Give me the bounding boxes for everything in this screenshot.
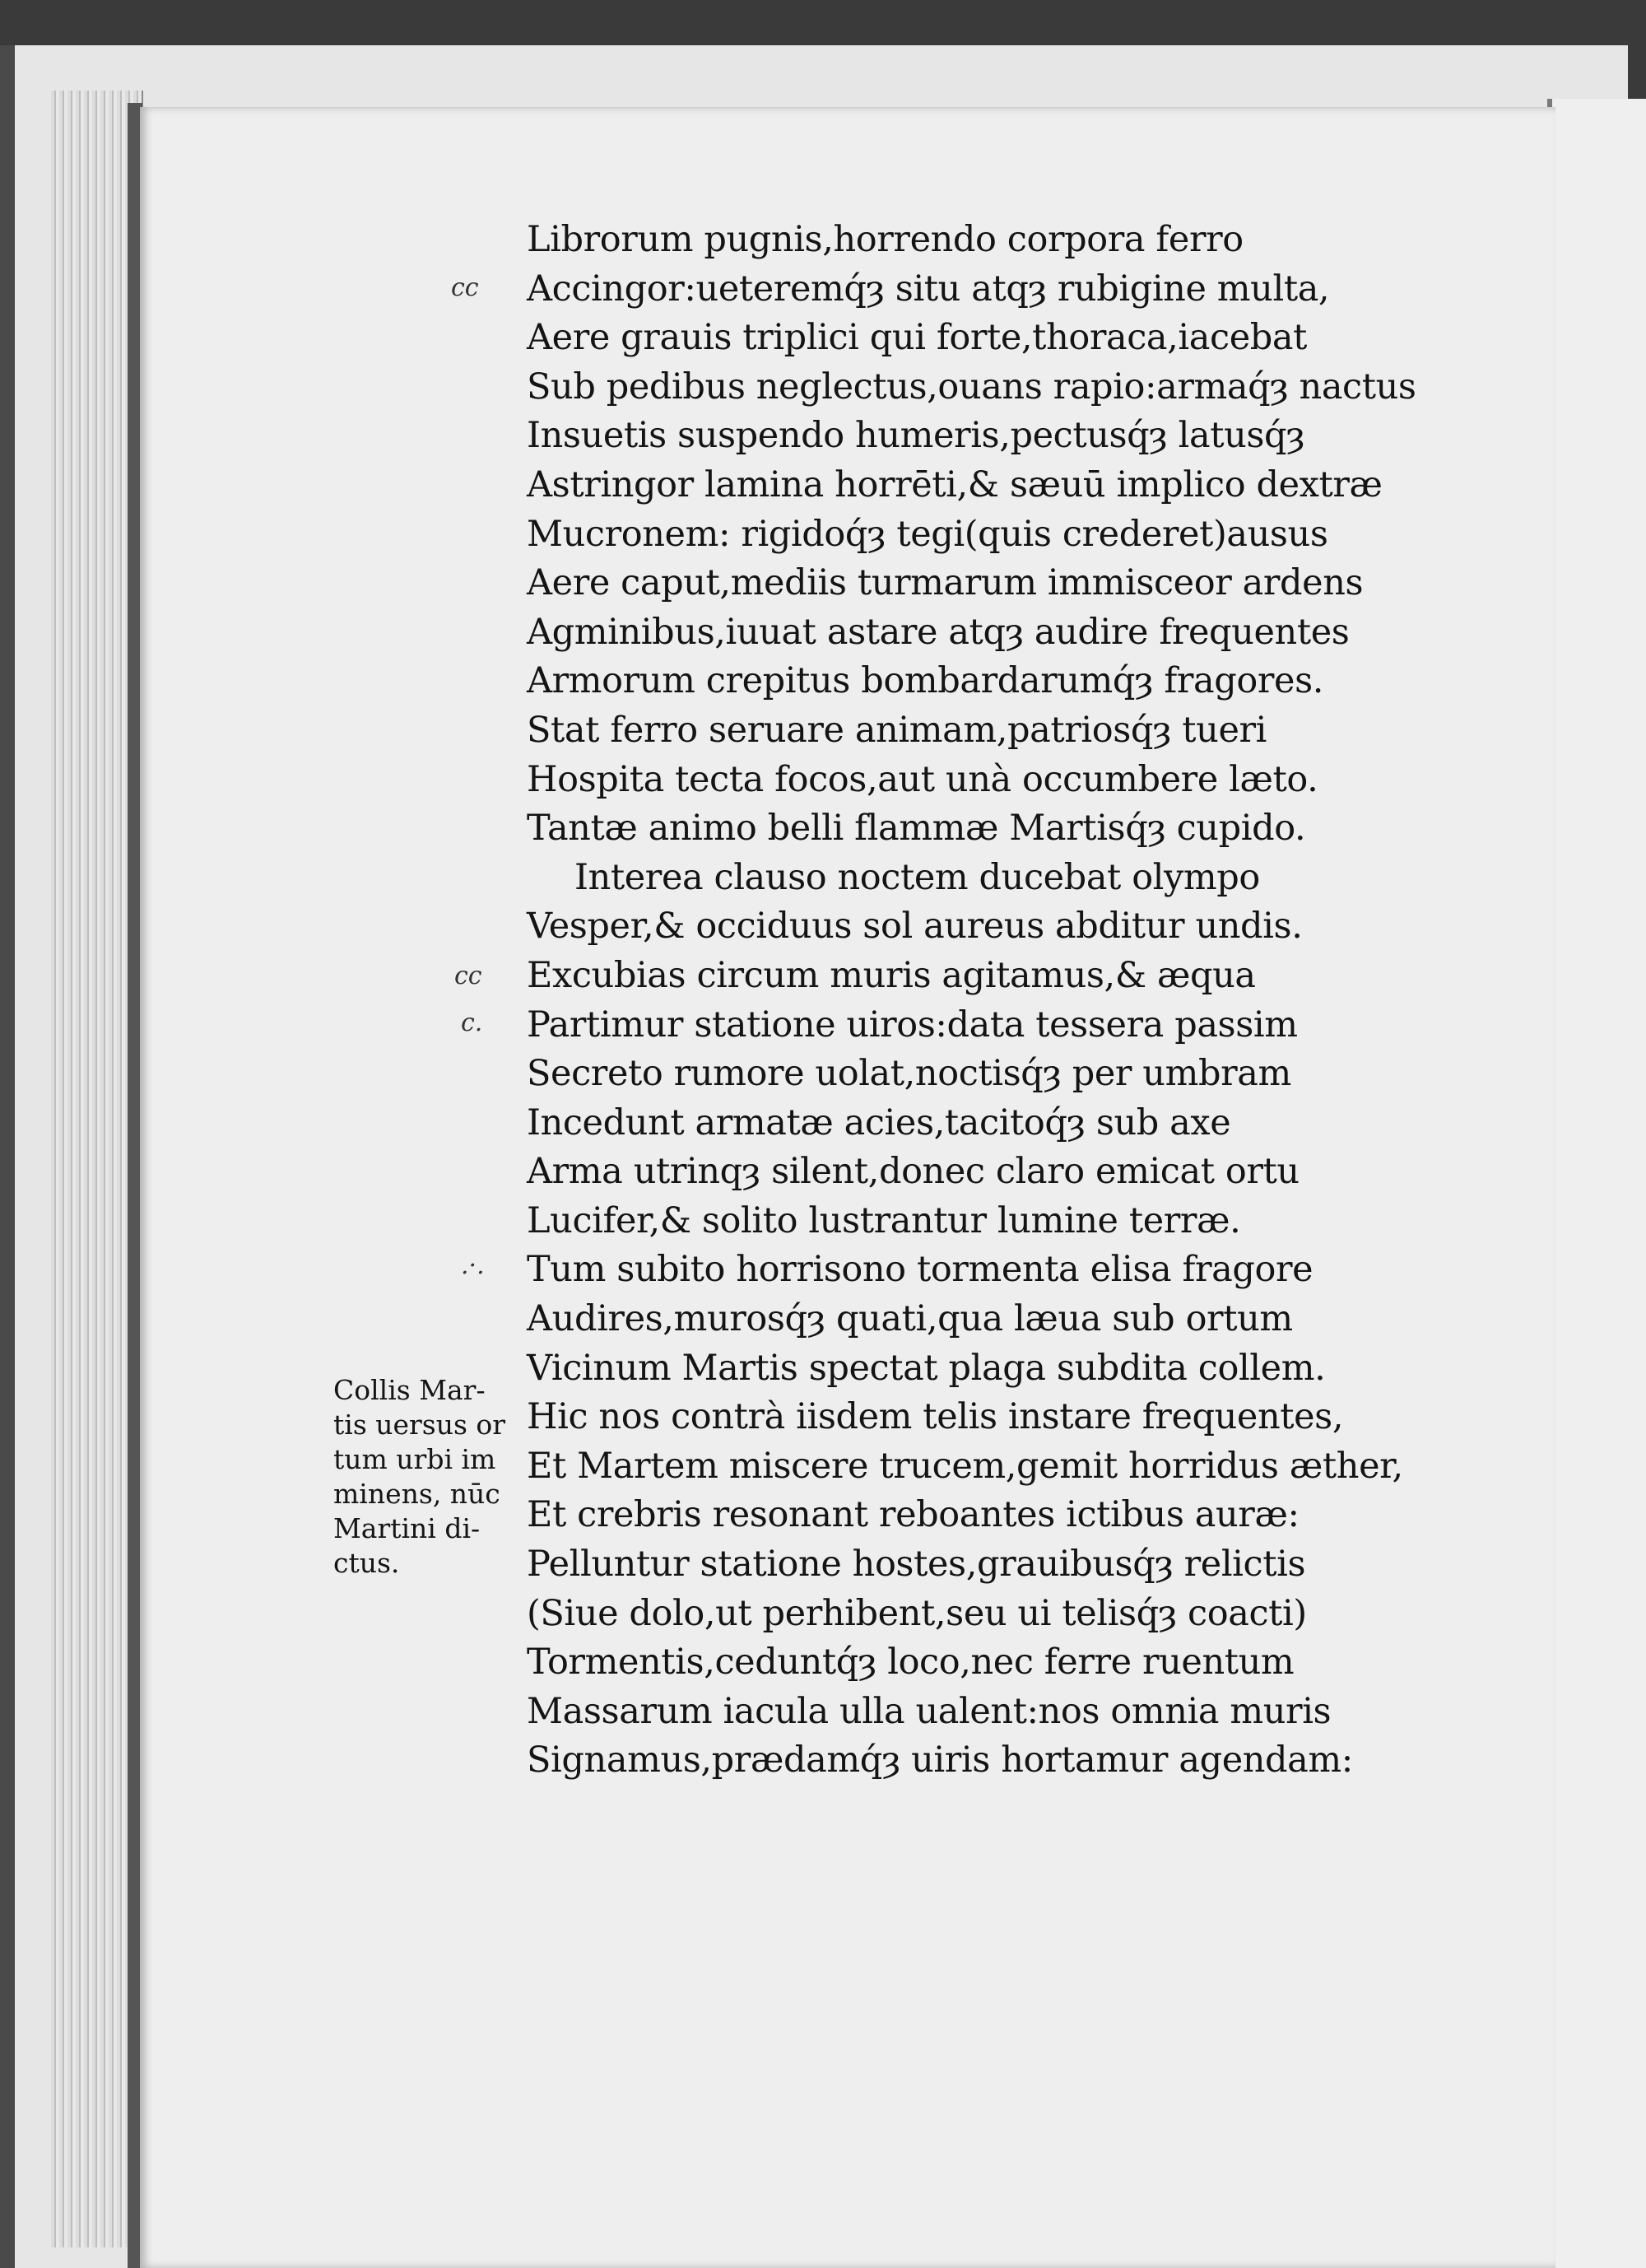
verse-line: Sub pedibus neglectus,ouans rapio:armaq́ȝ nactus (527, 366, 1416, 407)
verse-line: Vicinum Martis spectat plaga subdita collem. (527, 1347, 1326, 1389)
margin-note (333, 1373, 531, 1581)
verse-line: Agminibus,iuuat astare atqȝ audire frequentes (527, 611, 1350, 653)
verse-line: Astringor lamina horrēti,& sæuū implico dextræ (527, 463, 1383, 505)
verse-line: Pelluntur statione hostes,grauibusq́ȝ relictis (527, 1544, 1306, 1586)
verse-line: Et crebris resonant reboantes ictibus auræ: (527, 1494, 1300, 1536)
verse-line: Signamus,prædamq́ȝ uiris hortamur agendam: (527, 1739, 1353, 1781)
verse-text (527, 216, 1457, 1786)
verse-line: Mucronem: rigidoq́ȝ tegi(quis crederet)ausus (527, 513, 1328, 555)
margin-mark: c. (461, 1008, 483, 1037)
margin-note-line: Collis Mar- (333, 1374, 486, 1406)
verse-line: Interea clauso noctem ducebat olympo (574, 856, 1260, 898)
verse-line: Incedunt armatæ acies,tacitoq́ȝ sub axe (527, 1101, 1231, 1143)
verse-line: Lucifer,& solito lustrantur lumine terræ. (527, 1199, 1241, 1241)
verse-line: Audires,murosq́ȝ quati,qua læua sub ortum (527, 1298, 1293, 1340)
verse-line: Tormentis,ceduntq́ȝ loco,nec ferre ruentum (527, 1642, 1295, 1684)
verse-line: Aere grauis triplici qui forte,thoraca,iacebat (527, 317, 1307, 359)
margin-note-line: minens, nūc (333, 1478, 500, 1510)
verse-line: Stat ferro seruare animam,patriosq́ȝ tueri (527, 709, 1267, 751)
margin-note-line: ctus. (333, 1547, 400, 1579)
verse-line: Et Martem miscere trucem,gemit horridus æther, (527, 1445, 1403, 1487)
verse-line: Armorum crepitus bombardarumq́ȝ fragores. (527, 660, 1324, 702)
verse-line: Hospita tecta focos,aut unà occumbere læto. (527, 758, 1318, 800)
margin-note-line: tum urbi im (333, 1443, 496, 1475)
margin-note-line: tis uersus or (333, 1409, 506, 1441)
verse-line: Arma utrinqȝ silent,donec claro emicat ortu (527, 1151, 1300, 1193)
verse-line: Massarum iacula ulla ualent:nos omnia muris (527, 1690, 1332, 1732)
verse-line: Librorum pugnis,horrendo corpora ferro (527, 219, 1244, 260)
verse-line: Tum subito horrisono tormenta elisa fragore (527, 1249, 1314, 1291)
margin-mark: cc (454, 962, 482, 990)
verse-line: Secreto rumore uolat,noctisq́ȝ per umbram (527, 1053, 1291, 1095)
verse-line: Aere caput,mediis turmarum immisceor ardens (527, 562, 1364, 604)
verse-line: (Siue dolo,ut perhibent,seu ui telisq́ȝ coacti) (527, 1592, 1307, 1634)
verse-line: Partimur statione uiros:data tessera passim (527, 1004, 1298, 1046)
facing-leaf-edge (1547, 99, 1646, 2268)
margin-note-line: Martini di- (333, 1512, 481, 1544)
margin-mark: cc (451, 273, 479, 302)
verse-line: Excubias circum muris agitamus,& æqua (527, 954, 1256, 996)
verse-line: Vesper,& occiduus sol aureus abditur undis. (527, 906, 1303, 948)
verse-line: Tantæ animo belli flammæ Martisq́ȝ cupido. (527, 808, 1306, 850)
verse-line: Accingor:ueteremq́ȝ situ atqȝ rubigine multa, (527, 268, 1330, 310)
verse-line: Insuetis suspendo humeris,pectusq́ȝ latusq́ȝ (527, 415, 1305, 457)
verse-line: Hic nos contrà iisdem telis instare frequentes, (527, 1396, 1344, 1438)
margin-mark: .·. (461, 1251, 485, 1280)
